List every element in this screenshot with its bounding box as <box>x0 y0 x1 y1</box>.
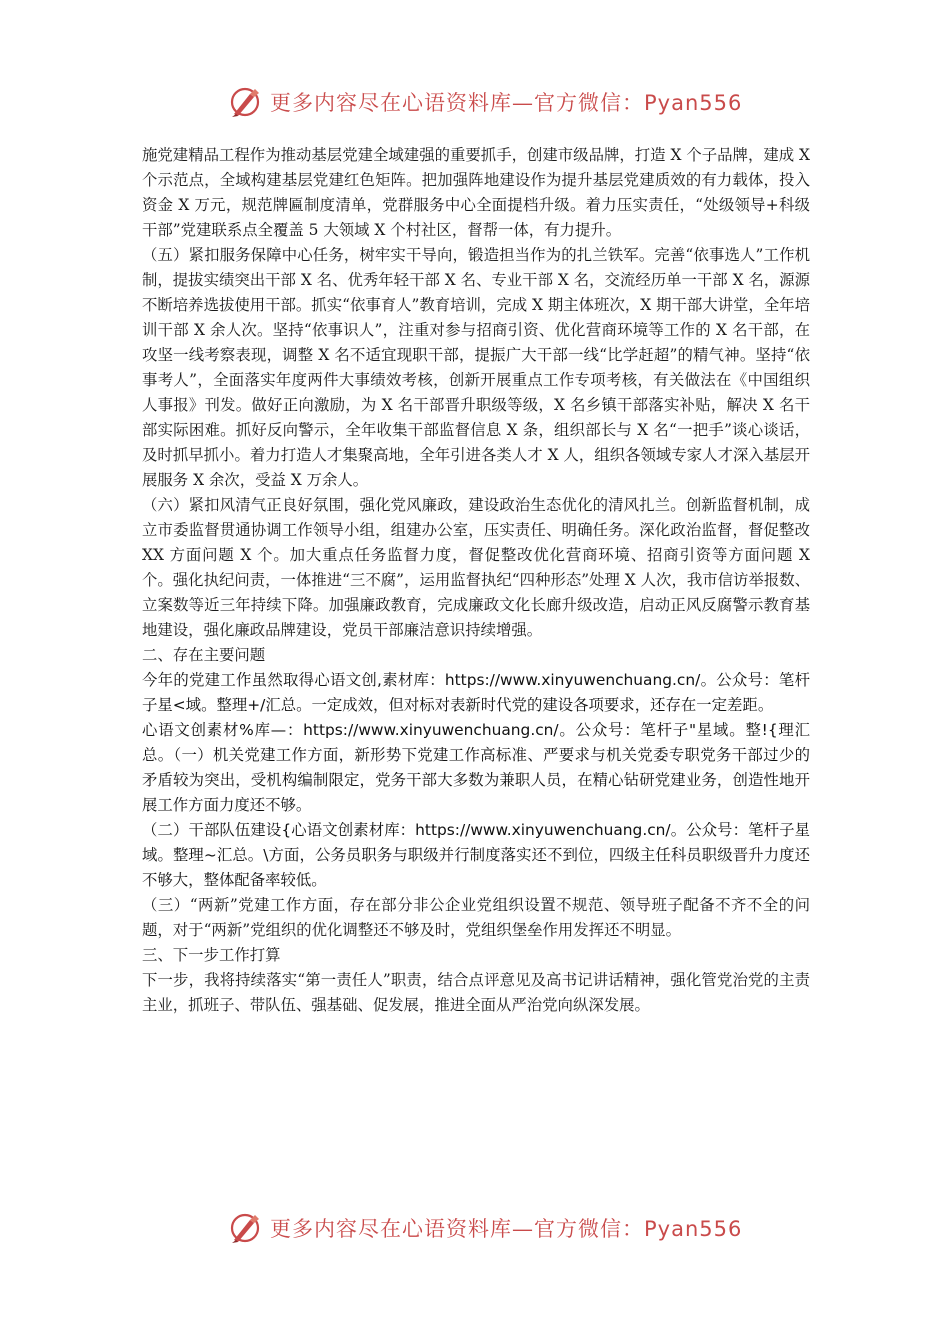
paragraph-problem-two: （二）干部队伍建设{心语文创素材库：https://www.xinyuwenchuang.cn/。公众号：笔杆子星域。整理~汇总。\方面，公务员职务与职级并行制度落实还不到位，四级主任科员职级晋升力度还不够大，整体配备率较低。 <box>142 821 810 889</box>
watermark-wechat-id: Pyan556 <box>644 1217 743 1241</box>
paragraph-next-steps: 下一步，我将持续落实“第一责任人”职责，结合点评意见及高书记讲话精神，强化管党治党的主责主业，抓班子、带队伍、强基础、促发展，推进全面从严治党向纵深发展。 <box>142 971 810 1014</box>
paragraph-problems-intro: 今年的党建工作虽然取得心语文创,素材库：https://www.xinyuwenchuang.cn/。公众号：笔杆子星<域。整理+/汇总。一定成效，但对标对表新时代党的建设各项要求，还存在一定差距。 <box>142 671 810 714</box>
watermark-text <box>270 87 742 117</box>
watermark-text <box>270 1213 742 1243</box>
paragraph-problem-three: （三）“两新”党建工作方面，存在部分非公企业党组织设置不规范、领导班子配备不齐不全的问题，对于“两新”党组织的优化调整还不够及时，党组织堡垒作用发挥还不明显。 <box>142 896 810 939</box>
heading-main-problems: 二、存在主要问题 <box>142 646 266 664</box>
watermark-main: 更多内容尽在心语资料库 <box>270 1217 512 1241</box>
paragraph-party-building-brand: 施党建精品工程作为推动基层党建全域建强的重要抓手，创建市级品牌，打造 X 个子品牌，建成 X 个示范点，全域构建基层党建红色矩阵。把加强阵地建设作为提升基层党建质效的有力载体，投入资金 X 万元，规范牌匾制度清单，党群服务中心全面提档升级。着力压实责任，“处级领导+科级干部”党建联系点全覆盖 5 大领域 X 个村社区，督帮一体，有力提升。 <box>142 146 810 239</box>
pen-logo-icon <box>228 84 264 120</box>
watermark-separator: — <box>512 1217 534 1241</box>
pen-logo-icon <box>228 1210 264 1246</box>
watermark-main: 更多内容尽在心语资料库 <box>270 91 512 115</box>
paragraph-section-five: （五）紧扣服务保障中心任务，树牢实干导向，锻造担当作为的扎兰铁军。完善“依事选人”工作机制，提拔实绩突出干部 X 名、优秀年轻干部 X 名、专业干部 X 名，交流经历单一干部 X 名，源源不断培养选拔使用干部。抓实“依事育人”教育培训，完成 X 期主体班次，X 期干部大讲堂，全年培训干部 X 余人次。坚持“依事识人”，注重对参与招商引资、优化营商环境等工作的 X 名干部，在攻坚一线考察表现，调整 X 名不适宜现职干部，提振广大干部一线“比学赶超”的精气神。坚持“依事考人”，全面落实年度两件大事绩效考核，创新开展重点工作专项考核，有关做法在《中国组织人事报》刊发。做好正向激励，为 X 名干部晋升职级等级，X 名乡镇干部落实补贴，解决 X 名干部实际困难。抓好反向警示，全年收集干部监督信息 X 条，组织部长与 X 名“一把手”谈心谈话，及时抓早抓小。着力打造人才集聚高地，全年引进各类人才 X 人，组织各领域专家人才深入基层开展服务 X 余次，受益 X 万余人。 <box>142 246 810 489</box>
document-body <box>142 143 810 1018</box>
footer-watermark <box>228 1208 742 1248</box>
paragraph-problem-one: 心语文创素材%库—：https://www.xinyuwenchuang.cn/。公众号：笔杆子"星域。整!{理汇总。（一）机关党建工作方面，新形势下党建工作高标准、严要求与机关党委专职党务干部过少的矛盾较为突出，受机构编制限定，党务干部大多数为兼职人员，在精心钻研党建业务，创造性地开展工作方面力度还不够。 <box>142 721 810 814</box>
header-watermark <box>228 82 742 122</box>
watermark-contact: 官方微信： <box>534 1217 644 1241</box>
paragraph-section-six: （六）紧扣风清气正良好氛围，强化党风廉政，建设政治生态优化的清风扎兰。创新监督机制，成立市委监督贯通协调工作领导小组，组建办公室，压实责任、明确任务。深化政治监督，督促整改 XX 方面问题 X 个。加大重点任务监督力度，督促整改优化营商环境、招商引资等方面问题 X 个。强化执纪问责，一体推进“三不腐”，运用监督执纪“四种形态”处理 X 人次，我市信访举报数、立案数等近三年持续下降。加强廉政教育，完成廉政文化长廊升级改造，启动正风反腐警示教育基地建设，强化廉政品牌建设，党员干部廉洁意识持续增强。 <box>142 496 810 639</box>
watermark-contact: 官方微信： <box>534 91 644 115</box>
watermark-separator: — <box>512 91 534 115</box>
heading-next-steps: 三、下一步工作打算 <box>142 946 281 964</box>
watermark-wechat-id: Pyan556 <box>644 91 743 115</box>
